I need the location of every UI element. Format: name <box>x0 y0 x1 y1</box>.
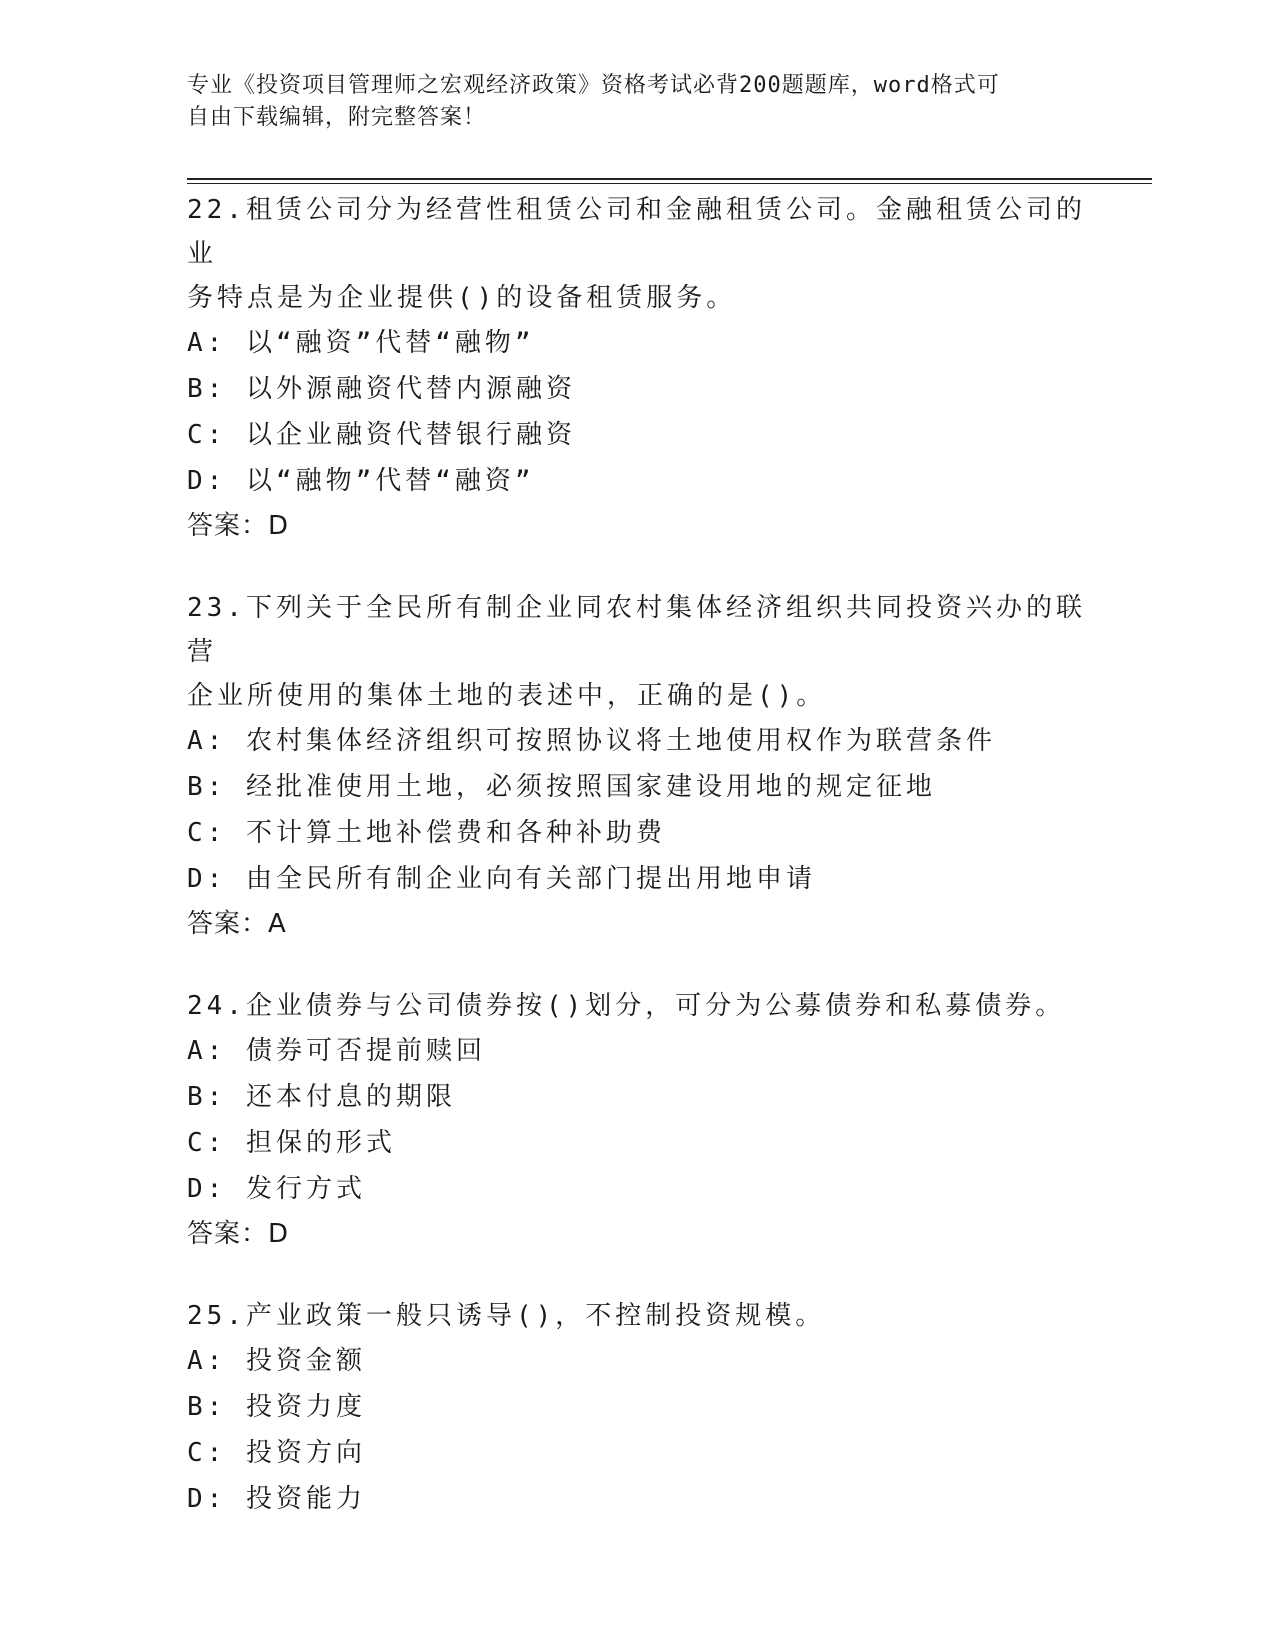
option-a: A: 以“融资”代替“融物” <box>187 328 535 358</box>
question-stem: 23.下列关于全民所有制企业同农村集体经济组织共同投资兴办的联营 <box>187 593 1086 667</box>
option-c: C: 担保的形式 <box>187 1128 396 1158</box>
header-divider-thick <box>187 178 1152 180</box>
option-b: B: 投资力度 <box>187 1392 366 1422</box>
option-a: A: 农村集体经济组织可按照协议将土地使用权作为联营条件 <box>187 726 996 756</box>
option-a: A: 债券可否提前赎回 <box>187 1036 486 1066</box>
answer-line: 答案：D <box>187 1219 290 1249</box>
option-d: D: 投资能力 <box>187 1484 366 1514</box>
header-line-2: 自由下载编辑，附完整答案！ <box>187 105 487 130</box>
option-a: A: 投资金额 <box>187 1346 366 1376</box>
option-d: D: 以“融物”代替“融资” <box>187 466 535 496</box>
option-c: C: 不计算土地补偿费和各种补助费 <box>187 818 666 848</box>
option-d: D: 发行方式 <box>187 1174 366 1204</box>
header-line-1: 专业《投资项目管理师之宏观经济政策》资格考试必背200题题库，word格式可 <box>187 73 1000 98</box>
answer-line: 答案：A <box>187 909 287 939</box>
question-list <box>187 188 1087 1560</box>
question-stem: 24.企业债券与公司债券按()划分，可分为公募债券和私募债券。 <box>187 991 1066 1021</box>
question-stem: 25.产业政策一般只诱导()，不控制投资规模。 <box>187 1301 826 1331</box>
option-b: B: 经批准使用土地，必须按照国家建设用地的规定征地 <box>187 772 936 802</box>
question-25 <box>187 1294 1087 1522</box>
question-23 <box>187 586 1087 946</box>
document-header <box>187 70 1067 134</box>
option-b: B: 还本付息的期限 <box>187 1082 456 1112</box>
option-d: D: 由全民所有制企业向有关部门提出用地申请 <box>187 864 816 894</box>
answer-line: 答案：D <box>187 511 290 541</box>
question-22 <box>187 188 1087 548</box>
option-c: C: 投资方向 <box>187 1438 366 1468</box>
question-24 <box>187 984 1087 1256</box>
option-c: C: 以企业融资代替银行融资 <box>187 420 576 450</box>
question-stem-continued: 务特点是为企业提供()的设备租赁服务。 <box>187 283 737 313</box>
option-b: B: 以外源融资代替内源融资 <box>187 374 576 404</box>
question-stem-continued: 企业所使用的集体土地的表述中，正确的是()。 <box>187 681 827 711</box>
question-stem: 22.租赁公司分为经营性租赁公司和金融租赁公司。金融租赁公司的业 <box>187 195 1086 269</box>
header-divider-thin <box>187 183 1152 184</box>
